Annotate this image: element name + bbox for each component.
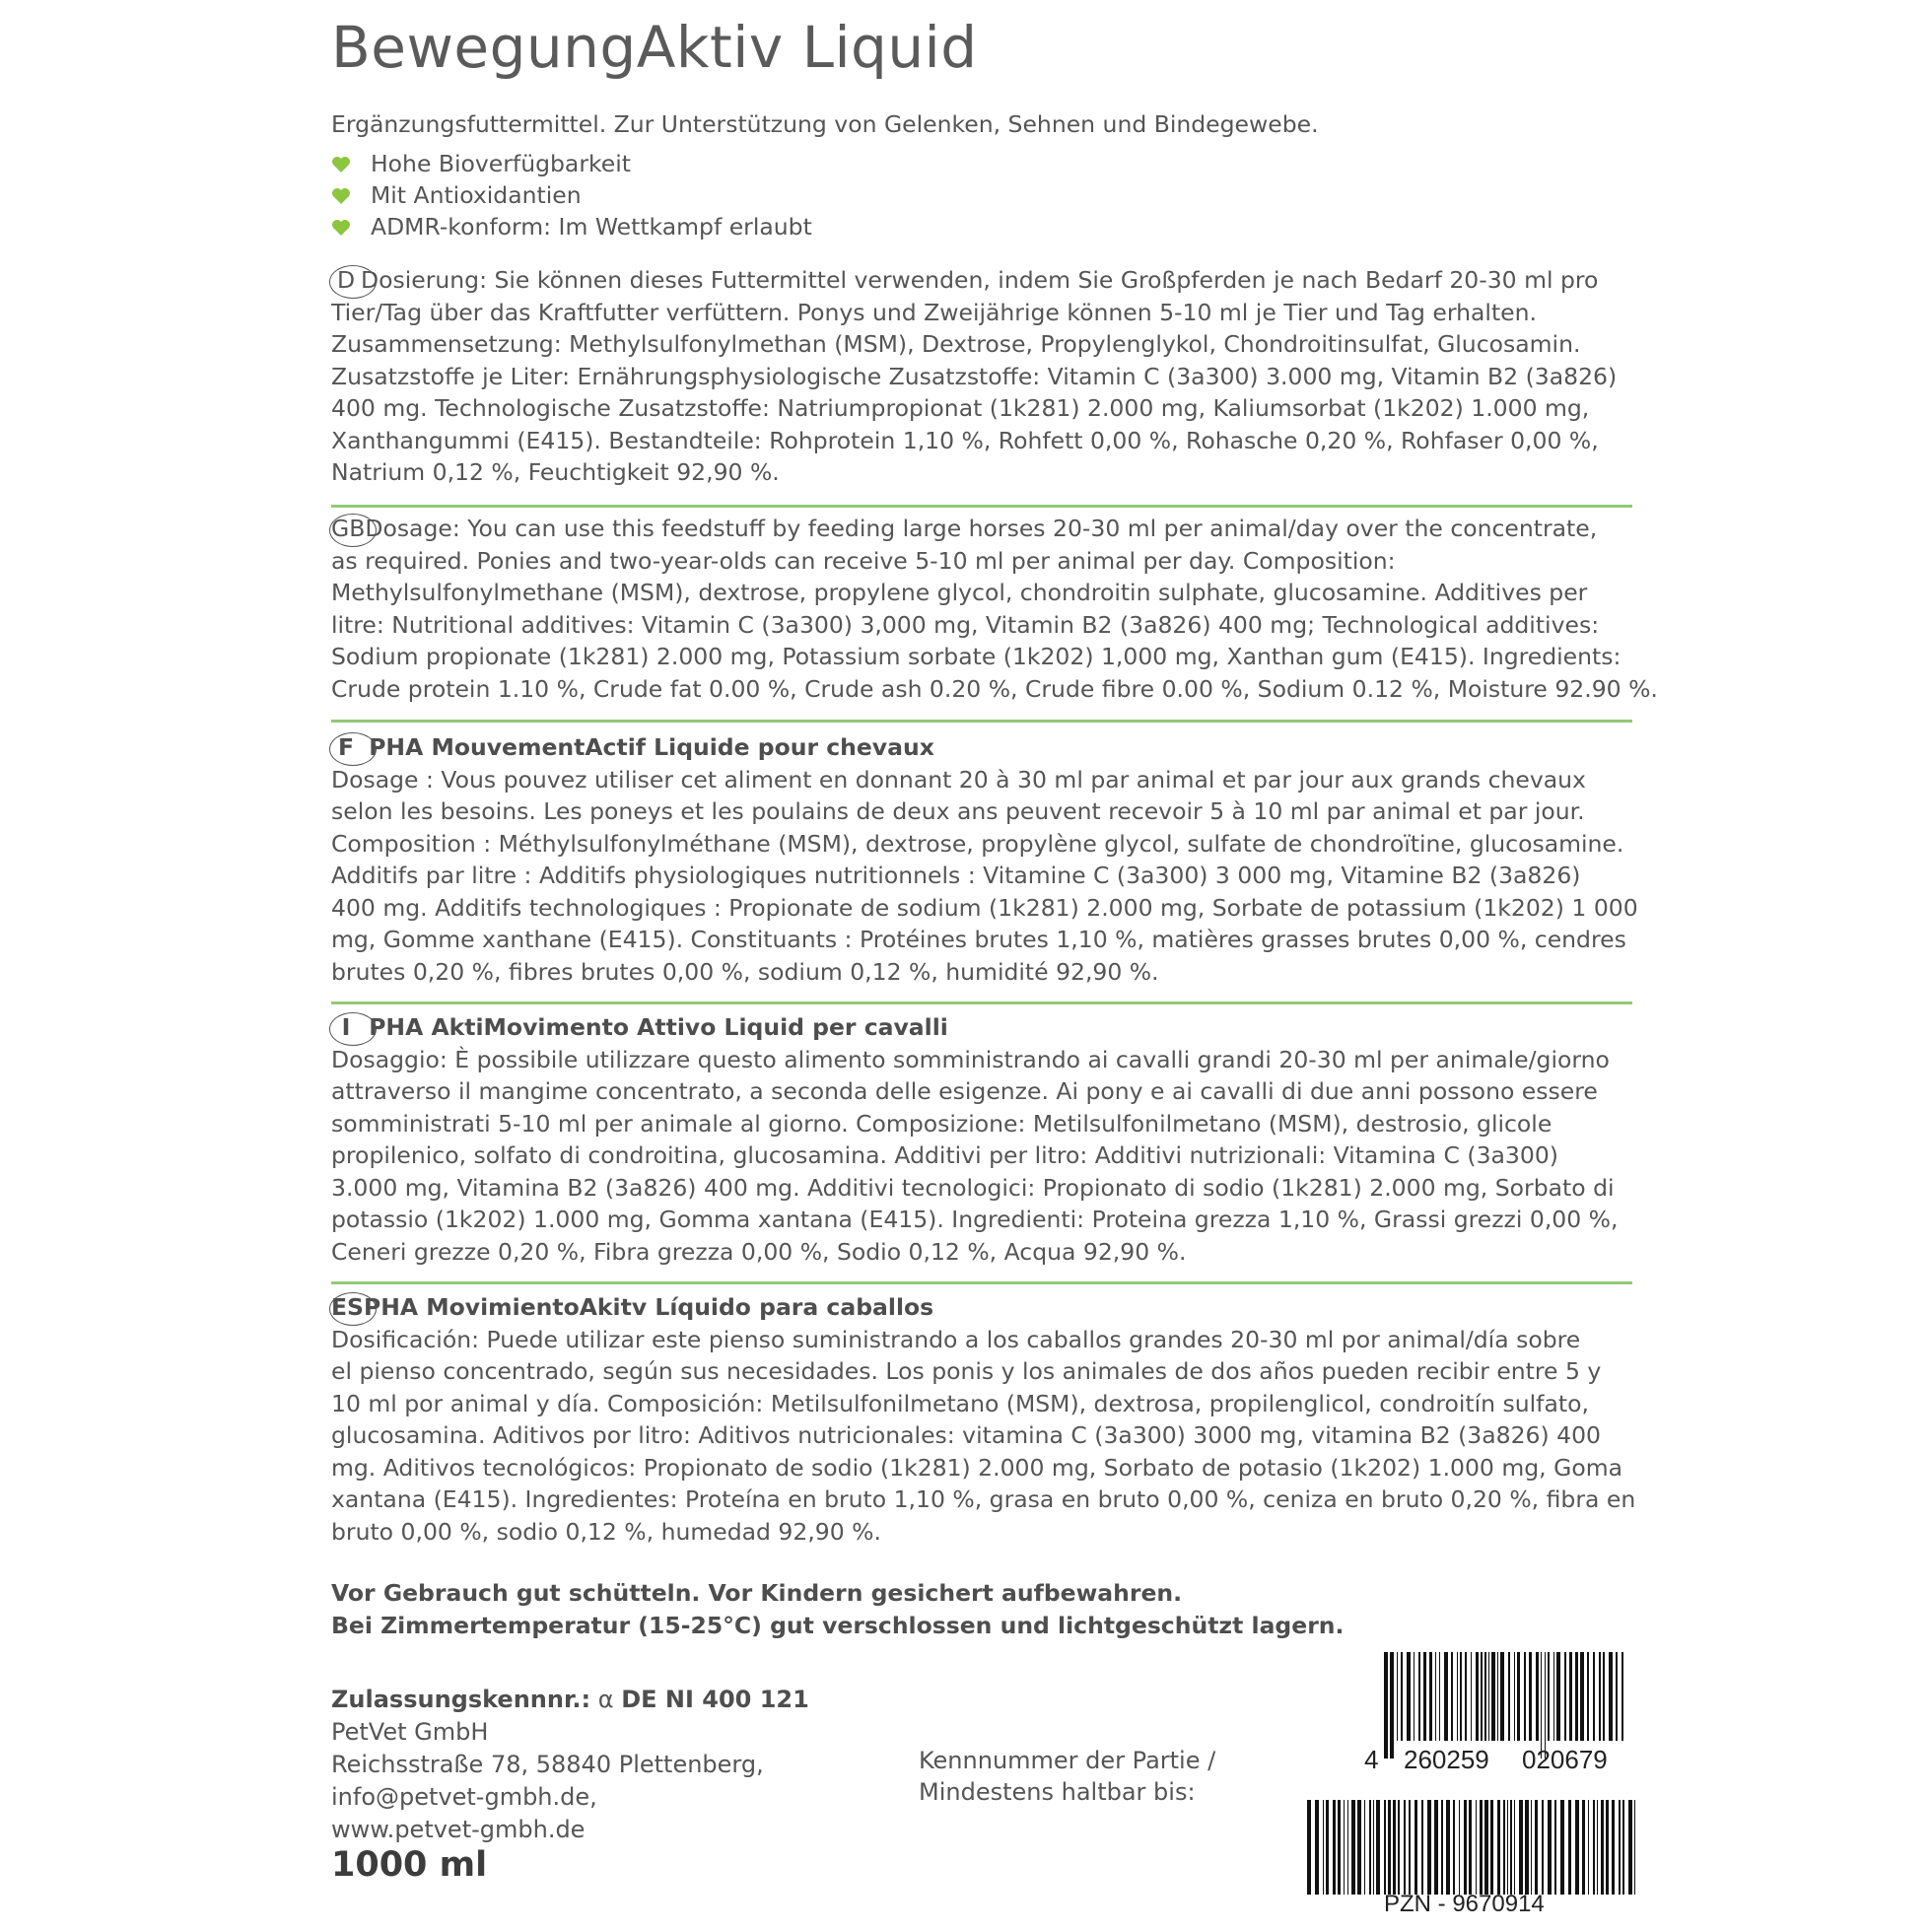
pzn-barcode xyxy=(1307,1800,1640,1895)
barcode-bar xyxy=(1401,1652,1403,1741)
barcode-bar xyxy=(1524,1652,1526,1741)
section-divider xyxy=(331,1001,1632,1004)
ean-left-digits: 260259 xyxy=(1404,1745,1489,1774)
barcode-bar xyxy=(1453,1800,1455,1895)
language-code-es: ES xyxy=(331,1291,364,1324)
barcode-bar xyxy=(1384,1652,1388,1759)
ean-right-digits: 020679 xyxy=(1522,1745,1608,1774)
product-intro: Ergänzungsfuttermittel. Zur Unterstützung von Gelenken, Sehnen und Bindegewebe. xyxy=(331,110,1319,138)
barcode-bar xyxy=(1503,1800,1505,1895)
barcode-bar xyxy=(1414,1800,1417,1895)
volume: 1000 ml xyxy=(331,1845,488,1885)
barcode-bar xyxy=(1444,1652,1448,1741)
ean-first-digit: 4 xyxy=(1364,1745,1379,1774)
barcode-bar xyxy=(1384,1800,1386,1895)
language-code-fr: F xyxy=(331,731,361,764)
barcode-bar xyxy=(1548,1652,1550,1741)
barcode-bar xyxy=(1535,1800,1538,1895)
section-it: I PHA AktiMovimento Attivo Liquid per cavalli Dosaggio: È possibile utilizzare questo alimento somministrando ai cavalli grandi 20-30 ml per animale/giorno attraverso il mangime concentrato, a seconda delle esigenze. Ai pony e ai cavalli di due anni possono essere somministrati 5-10 ml per animale al giorno. Composizione: Metilsulfonilmetano (MSM), destrosio, glicole propilenico, solfato di condroitina, glucosamina. Additivi per litro: Additivi nutrizionali: Vitamina C (3a300) 3.000 mg, Vitamina B2 (3a826) 400 mg. Additivi tecnologici: Propionato di sodio (1k281) 2.000 mg, Sorbato di potassio (1k202) 1.000 mg, Gomma xantana (E415). Ingredienti: Proteina grezza 1,10 %, Grassi grezzi 0,00 %, Ceneri grezze 0,20 %, Fibra grezza 0,00 %, Sodio 0,12 %, Acqua 92,90 %. xyxy=(331,1013,1619,1266)
barcode-bar xyxy=(1398,1800,1400,1895)
barcode-bar xyxy=(1409,1800,1411,1895)
section-de: D Dosierung: Sie können dieses Futtermittel verwenden, indem Sie Großpferden je nach Bedarf 20-30 ml pro Tier/Tag über das Kraftfutter verfüttern. Ponys und Zweijährige können 5-10 ml je Tier und Tag erhalten. Zusammensetzung: Methylsulfonylmethan (MSM), Dextrose, Propylenglykol, Chondroitinsulfat, Glucosamin. Zusatzstoffe je Liter: Ernährungsphysiologische Zusatzstoffe: Vitamin C (3a300) 3.000 mg, Vitamin B2 (3a826) 400 mg. Technologische Zusatzstoffe: Natriumpropionat (1k281) 2.000 mg, Kaliumsorbat (1k202) 1.000 mg, Xanthangummi (E415). Bestandteile: Rohprotein 1,10 %, Rohfett 0,00 %, Rohasche 0,20 %, Rohfaser 0,00 %, Natrium 0,12 %, Feuchtigkeit 92,90 %. xyxy=(331,266,1618,486)
barcode-bar xyxy=(1407,1652,1411,1741)
barcode-bar xyxy=(1599,1652,1601,1741)
barcode-bar xyxy=(1364,1800,1365,1895)
barcode-bar xyxy=(1593,1800,1595,1895)
barcode-bar xyxy=(1497,1652,1498,1741)
barcode-bar xyxy=(1500,1652,1504,1741)
batch-label: Kennnummer der Partie / Mindestens haltbar bis: xyxy=(919,1747,1216,1806)
feature-item: Hohe Bioverfügbarkeit xyxy=(331,148,812,179)
language-code-it: I xyxy=(331,1011,361,1044)
barcode-bar xyxy=(1575,1800,1579,1895)
barcode-bar xyxy=(1333,1800,1336,1895)
barcode-bar xyxy=(1480,1800,1483,1895)
barcode-bar xyxy=(1545,1652,1546,1759)
barcode-bar xyxy=(1369,1800,1371,1895)
barcode-bar xyxy=(1601,1800,1604,1895)
barcode-bar xyxy=(1481,1652,1483,1741)
barcode-bar xyxy=(1622,1800,1624,1895)
barcode-bar xyxy=(1427,1800,1431,1895)
barcode-bar xyxy=(1351,1800,1355,1895)
barcode-bar xyxy=(1357,1800,1361,1895)
barcode-bar xyxy=(1612,1800,1615,1895)
barcode-bar xyxy=(1603,1652,1605,1741)
barcode-bar xyxy=(1568,1800,1571,1895)
barcode-bar xyxy=(1465,1652,1467,1741)
barcode-bar xyxy=(1397,1652,1398,1741)
ean-barcode xyxy=(1384,1652,1630,1759)
barcode-bar xyxy=(1628,1800,1632,1895)
barcode-bar xyxy=(1582,1800,1585,1895)
barcode-bar xyxy=(1622,1652,1623,1741)
barcode-bar xyxy=(1441,1800,1443,1895)
barcode-bar xyxy=(1404,1800,1406,1895)
barcode-bar xyxy=(1491,1652,1495,1741)
barcode-bar xyxy=(1619,1800,1621,1895)
barcode-bar xyxy=(1490,1800,1493,1895)
language-code-gb: GB xyxy=(331,513,365,545)
barcode-bar xyxy=(1376,1800,1380,1895)
barcode-bar xyxy=(1541,1652,1542,1759)
barcode-bar xyxy=(1497,1800,1500,1895)
barcode-bar xyxy=(1593,1652,1595,1741)
feature-item: ADMR-konform: Im Wettkampf erlaubt xyxy=(331,211,812,242)
barcode-bar xyxy=(1560,1800,1564,1895)
barcode-bar xyxy=(1429,1652,1432,1741)
barcode-bar xyxy=(1548,1800,1552,1895)
barcode-bar xyxy=(1323,1800,1324,1895)
barcode-bar xyxy=(1510,1800,1512,1895)
barcode-bar xyxy=(1373,1800,1374,1895)
approval-number: Zulassungskennnr.: α DE NI 400 121 xyxy=(331,1686,809,1713)
storage-warnings: Vor Gebrauch gut schütteln. Vor Kindern gesichert aufbewahren. Bei Zimmertemperatur (15-25°C) gut verschlossen und lichtgeschützt lagern. xyxy=(331,1579,1345,1639)
barcode-bar xyxy=(1451,1652,1453,1741)
barcode-bar xyxy=(1597,1800,1598,1895)
barcode-bar xyxy=(1476,1652,1479,1741)
barcode-bar xyxy=(1536,1652,1539,1741)
language-code-de: D xyxy=(331,264,361,297)
manufacturer-address: Zulassungskennnr.: α DE NI 400 121 PetVet GmbH Reichsstraße 78, 58840 Plettenberg, info@petvet-gmbh.de, www.petvet-gmbh.de xyxy=(331,1686,809,1843)
section-divider xyxy=(331,1281,1632,1284)
barcode-bar xyxy=(1388,1800,1391,1895)
feature-item: Mit Antioxidantien xyxy=(331,179,812,211)
barcode-bar xyxy=(1556,1652,1560,1741)
barcode-bar xyxy=(1476,1800,1477,1895)
barcode-bar xyxy=(1434,1800,1438,1895)
barcode-bar xyxy=(1307,1800,1311,1895)
barcode-bar xyxy=(1514,1652,1515,1741)
section-heading-it: PHA AktiMovimento Attivo Liquid per cavalli xyxy=(369,1013,948,1041)
heart-icon xyxy=(331,219,351,237)
section-heading-fr: PHA MouvementActif Liquide pour chevaux xyxy=(369,733,934,761)
product-title: BewegungAktiv Liquid xyxy=(331,14,978,81)
section-divider xyxy=(331,505,1632,508)
barcode-bar xyxy=(1587,1652,1589,1741)
barcode-bar xyxy=(1315,1800,1319,1895)
barcode-bar xyxy=(1390,1652,1394,1759)
barcode-bar xyxy=(1517,1652,1520,1741)
heart-icon xyxy=(331,156,351,173)
section-heading-es: PHA MovimientoAkitv Líquido para caballos xyxy=(363,1293,934,1321)
pzn-text: PZN - 9670914 xyxy=(1384,1891,1545,1917)
barcode-bar xyxy=(1588,1800,1589,1895)
section-divider xyxy=(331,720,1632,723)
section-gb: GBDosage: You can use this feedstuff by feeding large horses 20-30 ml per animal/day over the concentrate, as required. Ponies and two-year-olds can receive 5-10 ml per animal per day. Composition: Methylsulfonylmethane (MSM), dextrose, propylene glycol, chondroitin sulphate, glucosamine. Additives per litre: Nutritional additives: Vitamin C (3a300) 3,000 mg, Vitamin B2 (3a826) 400 mg; Technological additives: Sodium propionate (1k281) 2.000 mg, Potassium sorbate (1k202) 1,000 mg, Xanthan gum (E415). Ingredients: Crude protein 1.10 %, Crude fat 0.00 %, Crude ash 0.20 %, Crude fibre 0.00 %, Sodium 0.12 %, Moisture 92.90 %. xyxy=(331,515,1658,703)
barcode-bar xyxy=(1460,1652,1462,1741)
barcode-bar xyxy=(1609,1652,1613,1741)
barcode-bar xyxy=(1488,1652,1489,1741)
barcode-bar xyxy=(1393,1800,1396,1895)
barcode-bar xyxy=(1531,1800,1532,1895)
feature-list xyxy=(331,148,812,242)
barcode-bar xyxy=(1484,1800,1488,1895)
barcode-bar xyxy=(1564,1652,1566,1741)
barcode-bar xyxy=(1435,1652,1436,1741)
barcode-bar xyxy=(1616,1652,1618,1741)
barcode-bar xyxy=(1525,1800,1529,1895)
heart-icon xyxy=(331,187,351,205)
barcode-bar xyxy=(1338,1800,1341,1895)
barcode-bar xyxy=(1529,1652,1532,1741)
barcode-bar xyxy=(1580,1652,1584,1741)
barcode-bar xyxy=(1439,1652,1440,1741)
barcode-bar xyxy=(1464,1800,1467,1895)
barcode-bar xyxy=(1542,1800,1544,1895)
barcode-bar xyxy=(1418,1652,1420,1741)
barcode-bar xyxy=(1634,1800,1635,1895)
barcode-bar xyxy=(1446,1800,1450,1895)
barcode-bar xyxy=(1507,1800,1508,1895)
barcode-bar xyxy=(1344,1800,1345,1895)
barcode-bar xyxy=(1519,1800,1523,1895)
barcode-bar xyxy=(1459,1800,1460,1895)
barcode-bar xyxy=(1554,1800,1556,1895)
section-fr: F PHA MouvementActif Liquide pour chevaux Dosage : Vous pouvez utiliser cet aliment en donnant 20 à 30 ml par animal et par jour aux grands chevaux selon les besoins. Les poneys et les poulains de deux ans peuvent recevoir 5 à 10 ml par animal et par jour. Composition : Méthylsulfonylméthane (MSM), dextrose, propylène glycol, sulfate de chondroïtine, glucosamine. Additifs par litre : Additifs physiologiques nutritionnels : Vitamine C (3a300) 3 000 mg, Vitamine B2 (3a826) 400 mg. Additifs technologiques : Propionate de sodium (1k281) 2.000 mg, Sorbate de potassium (1k202) 1 000 mg, Gomme xanthane (E415). Constituants : Protéines brutes 1,10 %, matières grasses brutes 0,00 %, cendres brutes 0,20 %, fibres brutes 0,00 %, sodium 0,12 %, humidité 92,90 %. xyxy=(331,733,1638,986)
section-es: ESPHA MovimientoAkitv Líquido para caballos Dosificación: Puede utilizar este pienso suministrando a los caballos grandes 20-30 ml por animal/día sobre el pienso concentrado, según sus necesidades. Los ponis y los animales de dos años pueden recibir entre 5 y 10 ml por animal y día. Composición: Metilsulfonilmetano (MSM), dextrosa, propilenglicol, condroitín sulfato, glucosamina. Aditivos por litro: Aditivos nutricionales: vitamina C (3a300) 3000 mg, vitamina B2 (3a826) 400 mg. Aditivos tecnológicos: Propionato de sodio (1k281) 2.000 mg, Sorbato de potasio (1k202) 1.000 mg, Goma xantana (E415). Ingredientes: Proteína en bruto 1,10 %, grasa en bruto 0,00 %, ceniza en bruto 0,20 %, fibra en bruto 0,00 %, sodio 0,12 %, humedad 92,90 %. xyxy=(331,1293,1636,1546)
barcode-bar xyxy=(1423,1652,1426,1741)
barcode-bar xyxy=(1508,1652,1510,1741)
barcode-bar xyxy=(1553,1652,1554,1741)
barcode-bar xyxy=(1457,1652,1458,1741)
barcode-bar xyxy=(1326,1800,1329,1895)
barcode-bar xyxy=(1484,1652,1486,1741)
barcode-bar xyxy=(1575,1652,1578,1741)
barcode-bar xyxy=(1421,1800,1423,1895)
barcode-bar xyxy=(1469,1800,1472,1895)
barcode-bar xyxy=(1471,1652,1472,1741)
barcode-bar xyxy=(1569,1652,1572,1741)
barcode-bar xyxy=(1606,1800,1609,1895)
barcode-bar xyxy=(1347,1800,1348,1895)
barcode-bar xyxy=(1514,1800,1515,1895)
